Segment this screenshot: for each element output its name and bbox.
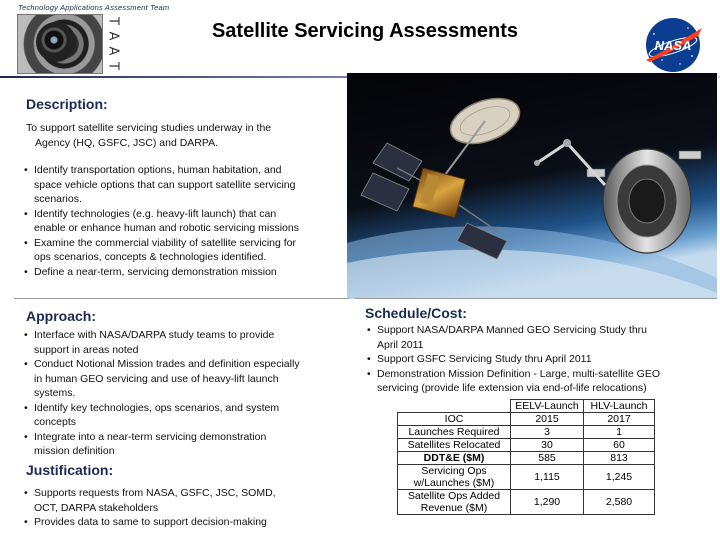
logo-letter: T (105, 62, 121, 71)
bullet-glyph: • (24, 358, 28, 370)
bullet-glyph: • (24, 236, 28, 249)
team-logo-letters (103, 14, 123, 74)
bullet-glyph: • (24, 516, 28, 528)
list-item (367, 352, 717, 367)
row-label (398, 490, 511, 515)
logo-letter: T (105, 17, 121, 26)
description-bullets (24, 163, 344, 279)
section-divider (14, 298, 349, 299)
table-cell: 30 (511, 439, 584, 452)
bullet-glyph: • (24, 164, 28, 176)
list-item (24, 515, 349, 530)
logo-letter: A (105, 31, 121, 42)
description-intro (26, 121, 326, 150)
list-item (24, 207, 344, 236)
lens-icon (36, 22, 76, 62)
page-title: Satellite Servicing Assessments (211, 20, 519, 42)
table-cell: 60 (584, 439, 655, 452)
bullet-line: Provides data to same to support decision-making (34, 516, 267, 528)
intro-line: To support satellite servicing studies underway in the (26, 122, 272, 134)
row-label-line: Servicing Ops (421, 465, 487, 477)
bullet-glyph: • (367, 367, 371, 380)
bullet-glyph: • (24, 329, 28, 341)
bullet-line: Examine the commercial viability of satellite servicing for (34, 236, 297, 249)
bullet-glyph: • (24, 430, 28, 443)
table-row (398, 465, 655, 490)
schedule-bullets (367, 323, 717, 396)
row-label: Satellites Relocated (398, 439, 511, 452)
bullet-line: Demonstration Mission Definition - Large, multi-satellite GEO (377, 367, 661, 380)
table-row (398, 426, 655, 439)
row-label-line: Revenue ($M) (420, 502, 488, 514)
list-item (24, 265, 344, 280)
bullet-glyph: • (24, 265, 28, 278)
list-item (24, 401, 349, 430)
bullet-line: Define a near-term, servicing demonstration mission (34, 265, 277, 278)
list-item (24, 486, 349, 515)
bullet-line: Support NASA/DARPA Manned GEO Servicing Study thru (377, 324, 648, 336)
bullet-glyph: • (24, 487, 28, 499)
table-cell: 2017 (584, 413, 655, 426)
intro-line: Agency (HQ, GSFC, JSC) and DARPA. (35, 136, 219, 149)
bullet-line: Identify key technologies, ops scenarios, and system (34, 401, 280, 414)
description-heading: Description: (26, 96, 108, 112)
table-row (398, 490, 655, 515)
justification-bullets (24, 486, 349, 530)
table-cell: 1,290 (511, 490, 584, 515)
table-corner-cell (398, 400, 511, 413)
bullet-line: ops scenarios, concepts & technologies identified. (34, 251, 267, 263)
bullet-line: Supports requests from NASA, GSFC, JSC, SOMD, (34, 487, 276, 499)
list-item (24, 357, 349, 401)
bullet-line: mission definition (34, 445, 115, 457)
table-cell: 3 (511, 426, 584, 439)
bullet-line: Identify transportation options, human habitation, and (34, 164, 282, 176)
bullet-line: space vehicle options that can support satellite servicing (34, 178, 296, 191)
table-cell: 2015 (511, 413, 584, 426)
list-item (24, 430, 349, 459)
row-label: IOC (398, 413, 511, 426)
justification-heading: Justification: (26, 462, 114, 478)
list-item (24, 163, 344, 207)
table-row (398, 413, 655, 426)
bullet-glyph: • (367, 353, 371, 365)
section-divider (355, 298, 717, 299)
table-cell: 813 (584, 452, 655, 465)
satellite-servicing-illustration (347, 73, 717, 299)
approach-bullets (24, 328, 349, 459)
nasa-logo (640, 16, 706, 74)
row-label: DDT&E ($M) (398, 452, 511, 465)
row-label (398, 465, 511, 490)
bullet-glyph: • (24, 207, 28, 220)
bullet-line: systems. (34, 387, 76, 399)
table-cell: 1,245 (584, 465, 655, 490)
schedule-cost-heading: Schedule/Cost: (365, 305, 467, 321)
bullet-line: OCT, DARPA stakeholders (34, 501, 159, 514)
list-item (24, 328, 349, 357)
bullet-line: Identify technologies (e.g. heavy-lift launch) that can (34, 207, 277, 220)
team-name: Technology Applications Assessment Team (18, 3, 170, 12)
bullet-glyph: • (367, 324, 371, 336)
bullet-line: scenarios. (34, 193, 82, 205)
list-item (367, 367, 717, 396)
table-cell: 2,580 (584, 490, 655, 515)
bullet-line: April 2011 (377, 338, 424, 351)
table-cell: 1,115 (511, 465, 584, 490)
nasa-logo-text: NASA (654, 38, 692, 53)
bullet-line: enable or enhance human and robotic servicing missions (34, 222, 299, 234)
bullet-line: Conduct Notional Mission trades and definition especially (34, 358, 300, 370)
bullet-line: Integrate into a near-term servicing demonstration (34, 430, 267, 443)
bullet-line: Support GSFC Servicing Study thru April 2011 (377, 353, 592, 365)
list-item (24, 236, 344, 265)
bullet-line: support in areas noted (34, 343, 139, 356)
row-label: Launches Required (398, 426, 511, 439)
column-header: HLV-Launch (584, 400, 655, 413)
bullet-line: concepts (34, 416, 77, 428)
row-label-line: w/Launches ($M) (413, 477, 495, 489)
column-header: EELV-Launch (511, 400, 584, 413)
bullet-line: in human GEO servicing and use of heavy-lift launch (34, 372, 279, 385)
bullet-glyph: • (24, 401, 28, 414)
row-label-line: Satellite Ops Added (407, 490, 501, 502)
table-row (398, 439, 655, 452)
list-item (367, 323, 717, 352)
bullet-line: servicing (provide life extension via end-of-life relocations) (377, 382, 647, 394)
bullet-line: Interface with NASA/DARPA study teams to provide (34, 329, 275, 341)
table-cell: 585 (511, 452, 584, 465)
cost-comparison-table (397, 399, 655, 515)
table-header-row (398, 400, 655, 413)
table-cell: 1 (584, 426, 655, 439)
table-row (398, 452, 655, 465)
logo-letter: A (105, 46, 121, 57)
approach-heading: Approach: (26, 308, 96, 324)
